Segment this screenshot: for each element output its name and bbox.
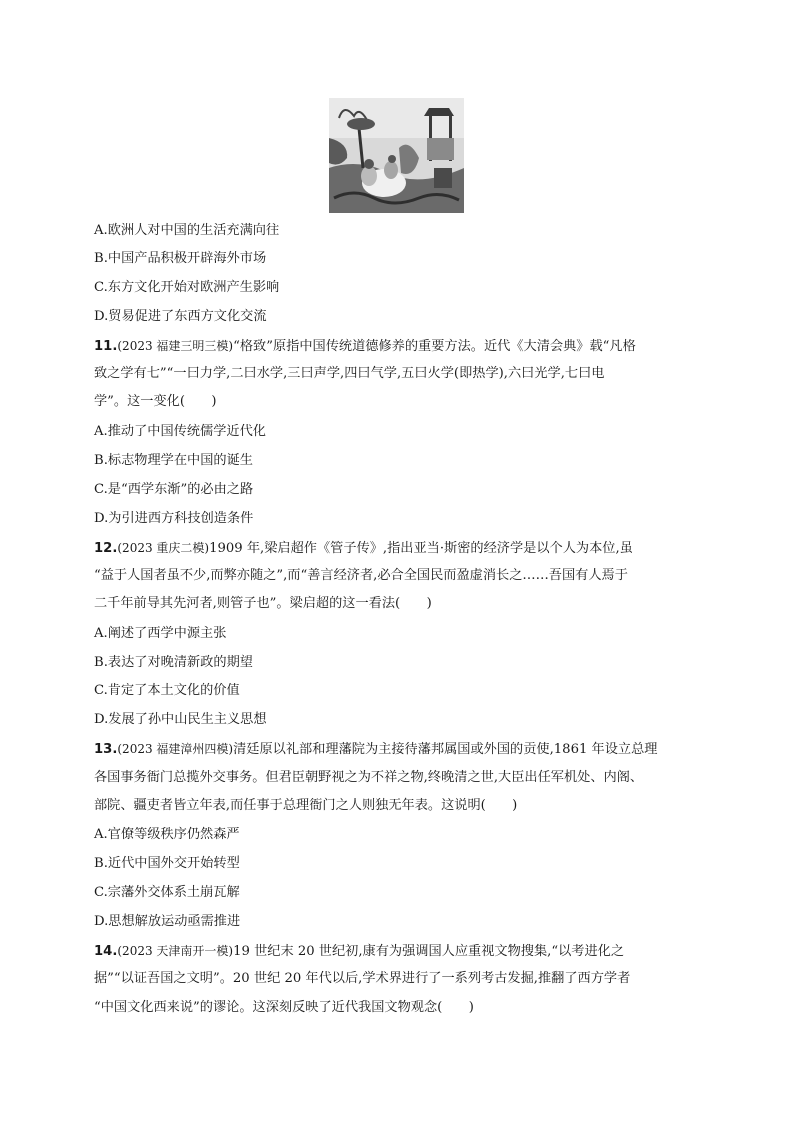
engraving-picture — [329, 98, 464, 213]
question-source: (2023 福建三明三模) — [117, 339, 234, 353]
question-text: 19 世纪末 20 世纪初,康有为强调国人应重视文物搜集,“以考进化之 — [233, 944, 625, 959]
question-11-line-1 — [94, 336, 636, 357]
question-13-line-1 — [94, 739, 657, 760]
question-11-line-3: 学”。这一变化( ) — [94, 394, 217, 409]
question-number: 11. — [94, 339, 118, 354]
option-c: C.肯定了本土文化的价值 — [94, 683, 240, 698]
option-b: B.近代中国外交开始转型 — [94, 856, 240, 871]
option-b: B.标志物理学在中国的诞生 — [94, 453, 253, 468]
question-12-line-2: “益于人国者虽不少,而弊亦随之”,而“善言经济者,必合全国民而盈虚消长之……吾国有人焉于 — [94, 568, 628, 583]
option-c: C.宗藩外交体系土崩瓦解 — [94, 885, 240, 900]
option-a: A.推动了中国传统儒学近代化 — [94, 424, 266, 439]
option-b: B.表达了对晚清新政的期望 — [94, 655, 253, 670]
question-text: 1909 年,梁启超作《管子传》,指出亚当·斯密的经济学是以个人为本位,虽 — [209, 541, 633, 556]
option-d: D.为引进西方科技创造条件 — [94, 511, 254, 526]
question-14-line-1 — [94, 941, 624, 962]
question-13-line-2: 各国事务衙门总揽外交事务。但君臣朝野视之为不祥之物,终晚清之世,大臣出任军机处、内阁、 — [94, 770, 644, 785]
question-source: (2023 福建漳州四模) — [117, 742, 234, 756]
question-number: 13. — [94, 742, 118, 757]
question-11-line-2: 致之学有七”“一曰力学,二曰水学,三曰声学,四曰气学,五曰火学(即热学),六曰光学,七曰电 — [94, 366, 605, 381]
question-13-line-3: 部院、疆吏者皆立年表,而任事于总理衙门之人则独无年表。这说明( ) — [94, 798, 518, 813]
option-d: D.贸易促进了东西方文化交流 — [94, 309, 267, 324]
question-source: (2023 天津南开一模) — [117, 944, 234, 958]
question-14-line-3: “中国文化西来说”的谬论。这深刻反映了近代我国文物观念( ) — [94, 1000, 474, 1015]
question-text: “格致”原指中国传统道德修养的重要方法。近代《大清会典》载“凡格 — [233, 339, 636, 354]
option-b: B.中国产品积极开辟海外市场 — [94, 251, 267, 266]
question-12-line-3: 二千年前导其先河者,则管子也”。梁启超的这一看法( ) — [94, 596, 432, 611]
question-text: 清廷原以礼部和理藩院为主接待藩邦属国或外国的贡使,1861 年设立总理 — [233, 742, 658, 757]
question-number: 14. — [94, 944, 118, 959]
option-a: A.官僚等级秩序仍然森严 — [94, 827, 240, 842]
option-d: D.发展了孙中山民生主义思想 — [94, 712, 267, 727]
option-c: C.是“西学东渐”的必由之路 — [94, 482, 254, 497]
option-d: D.思想解放运动亟需推进 — [94, 914, 241, 929]
question-number: 12. — [94, 541, 118, 556]
option-a: A.阐述了西学中源主张 — [94, 626, 227, 641]
engraving-illustration — [329, 98, 464, 213]
option-c: C.东方文化开始对欧洲产生影响 — [94, 280, 280, 295]
question-source: (2023 重庆二模) — [117, 541, 210, 555]
question-14-line-2: 据”“以证吾国之文明”。20 世纪 20 年代以后,学术界进行了一系列考古发掘,推翻了西方学者 — [94, 971, 631, 986]
option-a: A.欧洲人对中国的生活充满向往 — [94, 223, 280, 238]
question-12-line-1 — [94, 538, 633, 559]
